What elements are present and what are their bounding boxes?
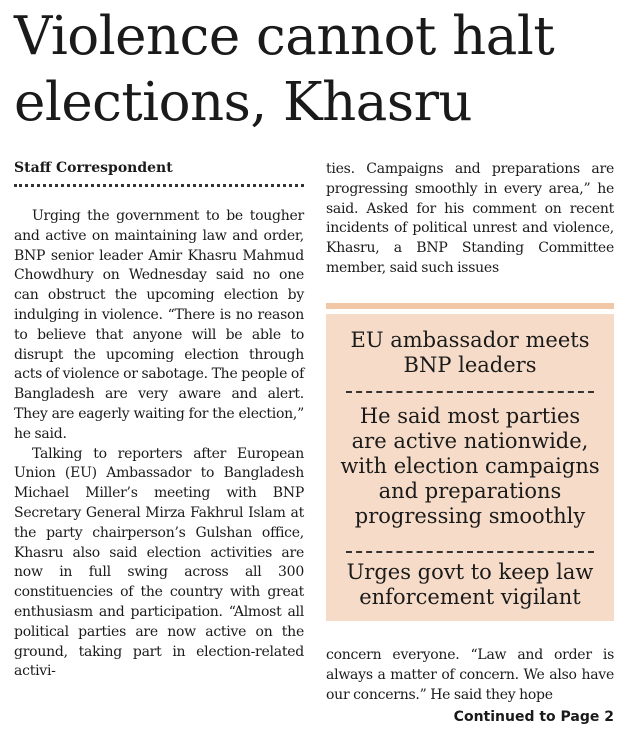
- headline-line-1: Violence cannot halt: [14, 6, 555, 67]
- article-column-2-bottom: [326, 646, 614, 705]
- headline: [14, 4, 624, 136]
- article-column-1: [14, 207, 304, 682]
- callout-subhead: Urges govt to keep law enforcement vigilant: [346, 560, 594, 609]
- headline-line-2: elections, Khasru: [14, 72, 473, 133]
- callout-quote: He said most parties are active nationwide, with election campaigns and preparations progressing smoothly: [340, 404, 600, 528]
- callout-top-rule: [326, 303, 614, 309]
- callout-box: [326, 314, 614, 621]
- callout-title: EU ambassador meets BNP leaders: [350, 328, 590, 377]
- byline: Staff Correspondent: [14, 158, 304, 187]
- continued-link[interactable]: Continued to Page 2: [453, 709, 614, 725]
- article-column-2-top: [326, 160, 614, 279]
- callout-divider-2: [346, 551, 594, 553]
- paragraph-3: ties. Campaigns and preparations are progressing smoothly in every area,” he said. Asked for his comment on recent incidents of political unrest and violence, Khasru, a BNP Standing Committee member, said such issues: [326, 161, 614, 276]
- callout-divider-1: [346, 391, 594, 393]
- paragraph-4: concern everyone. “Law and order is always a matter of concern. We also have our concerns.” He said they hope: [326, 647, 614, 703]
- paragraph-2: Talking to reporters after European Union (EU) Ambassador to Bangladesh Michael Miller’s meeting with BNP Secretary General Mirza Fakhrul Islam at the party chairperson’s Gulshan office, Khasru also said election activities are now in full swing across all 300 constituencies of the country with great enthusiasm and participation. “Almost all political parties are now active on the ground, taking part in election-related activi-: [14, 445, 304, 680]
- paragraph-1: Urging the government to be tougher and active on maintaining law and order, BNP senior leader Amir Khasru Mahmud Chowdhury on Wednesday said no one can obstruct the upcoming election by indulging in violence. “There is no reason to believe that anyone will be able to disrupt the upcoming election through acts of violence or sabotage. The people of Bangladesh are very aware and alert. They are eagerly waiting for the election,” he said.: [14, 208, 304, 442]
